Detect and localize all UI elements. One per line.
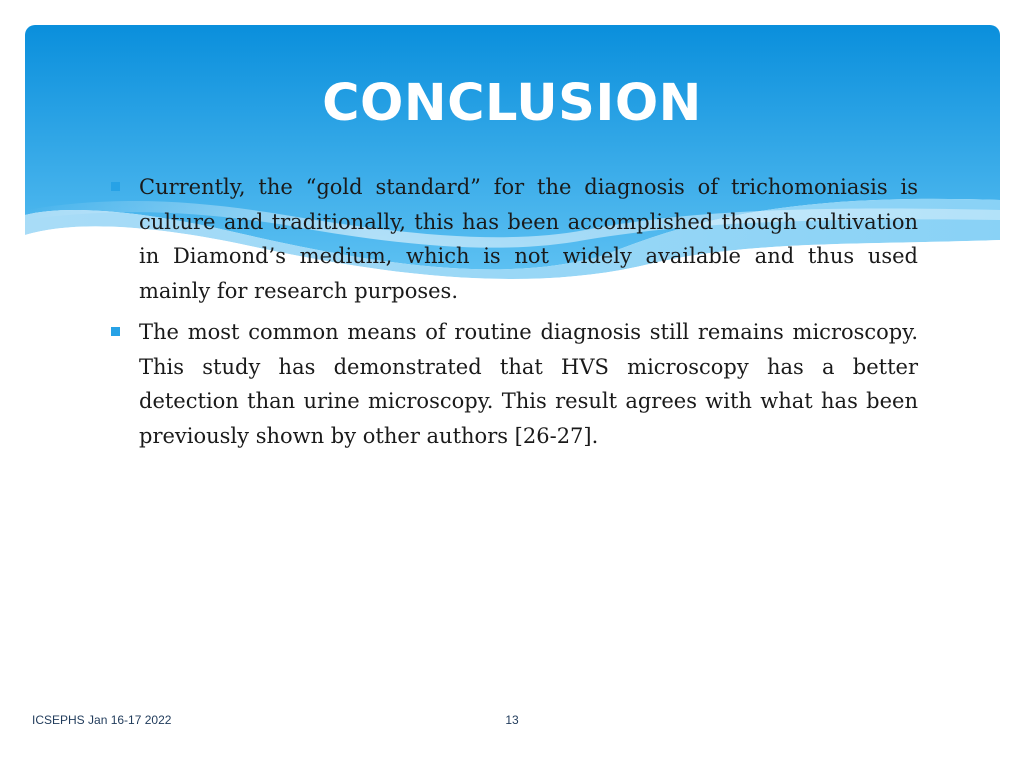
bullet-item bbox=[108, 315, 918, 453]
bullet-list bbox=[108, 170, 918, 460]
bullet-text: The most common means of routine diagnosis still remains microscopy. This study has demonstrated that HVS microscopy has a better detection than urine microscopy. This result agrees with what has been previously shown by other authors [26-27]. bbox=[139, 320, 918, 448]
footer-event-label: ICSEPHS Jan 16-17 2022 bbox=[32, 713, 172, 727]
square-bullet-icon bbox=[111, 327, 120, 336]
slide-title: CONCLUSION bbox=[322, 74, 702, 133]
square-bullet-icon bbox=[111, 182, 120, 191]
bullet-text: Currently, the “gold standard” for the diagnosis of trichomoniasis is culture and traditionally, this has been accomplished though cultivation in Diamond’s medium, which is not widely available and thus used mainly for research purposes. bbox=[139, 175, 918, 303]
page-number: 13 bbox=[505, 713, 519, 727]
bullet-item bbox=[108, 170, 918, 308]
